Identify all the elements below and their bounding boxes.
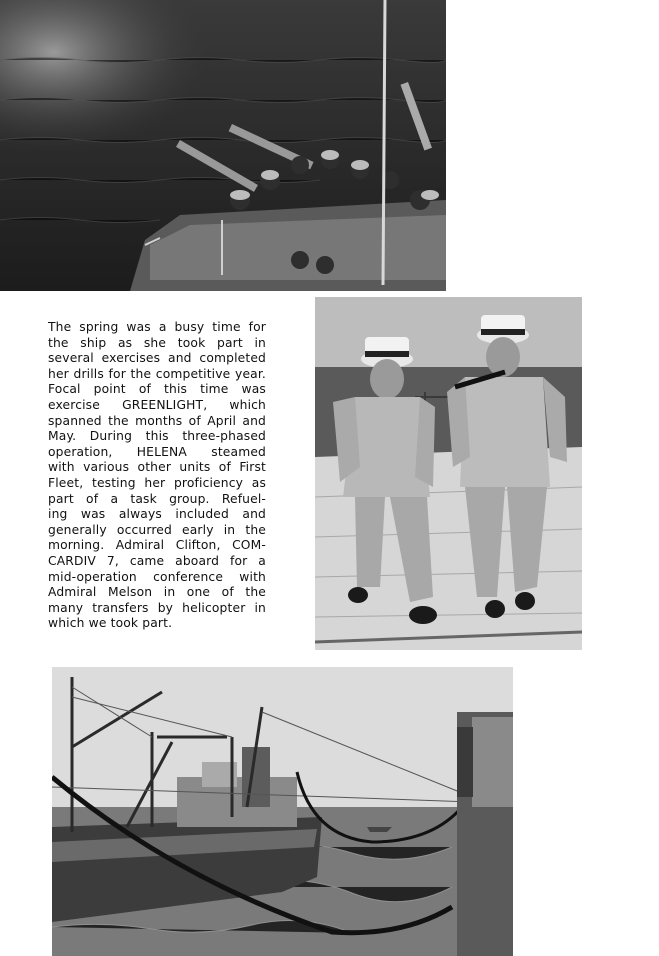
- article-line: several exercises and completed: [48, 351, 266, 366]
- article-line: exercise GREENLIGHT, which: [48, 397, 266, 412]
- article-line: May. During this three-phased: [48, 429, 266, 444]
- article-line: many transfers by helicopter in: [48, 600, 266, 615]
- article-line: with various other units of First: [48, 460, 266, 475]
- article-line: Fleet, testing her proficiency as: [48, 475, 266, 490]
- article-line: which we took part.: [48, 616, 173, 631]
- article-line: part of a task group. Refuel-: [48, 491, 266, 506]
- two-admirals-walking-photo: [315, 297, 582, 650]
- article-line: generally occurred early in the: [48, 522, 266, 537]
- article-line: Focal point of this time was: [48, 382, 266, 397]
- article-line: mid-operation conference with: [48, 569, 266, 584]
- article-line: the ship as she took part in: [48, 335, 266, 350]
- article-line: CARDIV 7, came aboard for a: [48, 553, 266, 568]
- article-text: [48, 320, 266, 632]
- article-line: The spring was a busy time for: [48, 320, 266, 334]
- article-line: her drills for the competitive year.: [48, 366, 266, 381]
- article-line: operation, HELENA steamed: [48, 444, 266, 459]
- article-line: spanned the months of April and: [48, 413, 266, 428]
- article-line: ing was always included and: [48, 507, 266, 522]
- article-line: morning. Admiral Clifton, COM-: [48, 538, 266, 553]
- article-line: Admiral Melson in one of the: [48, 585, 266, 600]
- underway-refueling-photo: [52, 667, 513, 956]
- gun-crew-firing-photo: [0, 0, 446, 291]
